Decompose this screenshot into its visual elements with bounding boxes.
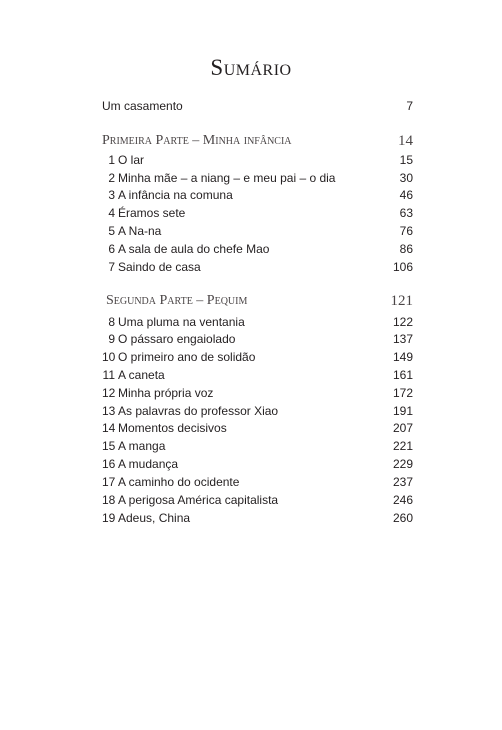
chapter-number: 16 <box>102 457 116 471</box>
chapter-page: 15 <box>399 153 413 167</box>
part-heading-page: 121 <box>390 293 413 309</box>
chapter-number: 1 <box>108 153 115 167</box>
chapter-page: 46 <box>399 188 413 202</box>
chapter-title: A Na-na <box>118 224 162 238</box>
chapter-number: 7 <box>108 260 115 274</box>
chapter-title: Minha mãe – a niang – e meu pai – o dia <box>118 171 336 185</box>
part-heading-label: Segunda Parte – Pequim <box>106 293 248 308</box>
toc-entry <box>102 348 413 366</box>
chapter-title: Saindo de casa <box>118 260 201 274</box>
chapter-title: A sala de aula do chefe Mao <box>118 242 270 256</box>
chapter-title: As palavras do professor Xiao <box>118 404 279 418</box>
chapter-title: A manga <box>118 439 166 453</box>
chapter-title: A caneta <box>118 368 165 382</box>
chapter-page: 191 <box>392 404 413 418</box>
chapter-number: 11 <box>102 368 115 382</box>
chapter-page: 237 <box>392 475 413 489</box>
chapter-page: 161 <box>392 368 413 382</box>
toc-entry <box>102 169 413 187</box>
chapter-title: A perigosa América capitalista <box>118 493 279 507</box>
toc-entry <box>102 222 413 240</box>
toc-entry-intro <box>102 97 413 115</box>
chapter-page: 137 <box>392 332 413 346</box>
chapter-title: Uma pluma na ventania <box>118 315 245 329</box>
toc-entry <box>102 258 413 276</box>
toc-entry <box>102 455 413 473</box>
chapter-title: Adeus, China <box>118 511 191 525</box>
chapter-page: 246 <box>392 493 413 507</box>
chapter-number: 4 <box>108 206 115 220</box>
chapter-page: 63 <box>399 206 413 220</box>
toc-entry <box>102 384 413 402</box>
toc-entry <box>102 491 413 509</box>
chapter-title: A caminho do ocidente <box>118 475 240 489</box>
chapter-page: 86 <box>399 242 413 256</box>
toc-entry <box>102 366 413 384</box>
chapter-title: Éramos sete <box>118 206 186 220</box>
part-heading-2 <box>106 291 413 311</box>
toc-entry <box>102 186 413 204</box>
toc-entry <box>102 419 413 437</box>
chapter-number: 15 <box>102 439 116 453</box>
chapter-page: 260 <box>392 511 413 525</box>
chapter-number: 13 <box>102 404 116 418</box>
chapter-page: 229 <box>392 457 413 471</box>
toc-entry <box>102 509 413 527</box>
toc-entry-label: Um casamento <box>102 99 183 113</box>
chapter-title: A mudança <box>118 457 179 471</box>
chapter-page: 221 <box>392 439 413 453</box>
part-heading-page: 14 <box>398 133 413 149</box>
chapter-number: 18 <box>102 493 116 507</box>
chapter-title: A infância na comuna <box>118 188 233 202</box>
chapter-number: 8 <box>108 315 115 329</box>
chapter-number: 3 <box>108 188 115 202</box>
toc-entry <box>102 473 413 491</box>
chapter-title: O pássaro engaiolado <box>118 332 236 346</box>
chapter-number: 10 <box>102 350 116 364</box>
chapter-title: O lar <box>118 153 145 167</box>
toc-entry <box>102 240 413 258</box>
toc-entry-page: 7 <box>406 99 413 113</box>
chapter-number: 14 <box>102 421 116 435</box>
chapter-number: 12 <box>102 386 116 400</box>
chapter-number: 9 <box>108 332 115 346</box>
chapter-page: 106 <box>392 260 413 274</box>
chapter-page: 76 <box>399 224 413 238</box>
chapter-title: O primeiro ano de solidão <box>118 350 256 364</box>
chapter-number: 5 <box>108 224 115 238</box>
toc-entry <box>102 204 413 222</box>
page-title: Sumário <box>210 55 292 80</box>
chapter-title: Minha própria voz <box>118 386 214 400</box>
part-heading-label: Primeira Parte – Minha infância <box>102 133 292 148</box>
chapter-number: 19 <box>102 511 116 525</box>
chapter-number: 6 <box>108 242 115 256</box>
toc-entry <box>102 402 413 420</box>
toc-entry <box>102 151 413 169</box>
chapter-page: 149 <box>392 350 413 364</box>
toc-entry <box>102 437 413 455</box>
chapter-number: 17 <box>102 475 116 489</box>
chapter-number: 2 <box>108 171 115 185</box>
chapter-title: Momentos decisivos <box>118 421 227 435</box>
part-heading-1 <box>102 131 413 151</box>
chapter-page: 122 <box>392 315 413 329</box>
toc-entry <box>102 313 413 331</box>
toc-entry <box>102 330 413 348</box>
chapter-page: 30 <box>399 171 413 185</box>
chapter-page: 172 <box>392 386 413 400</box>
chapter-page: 207 <box>392 421 413 435</box>
